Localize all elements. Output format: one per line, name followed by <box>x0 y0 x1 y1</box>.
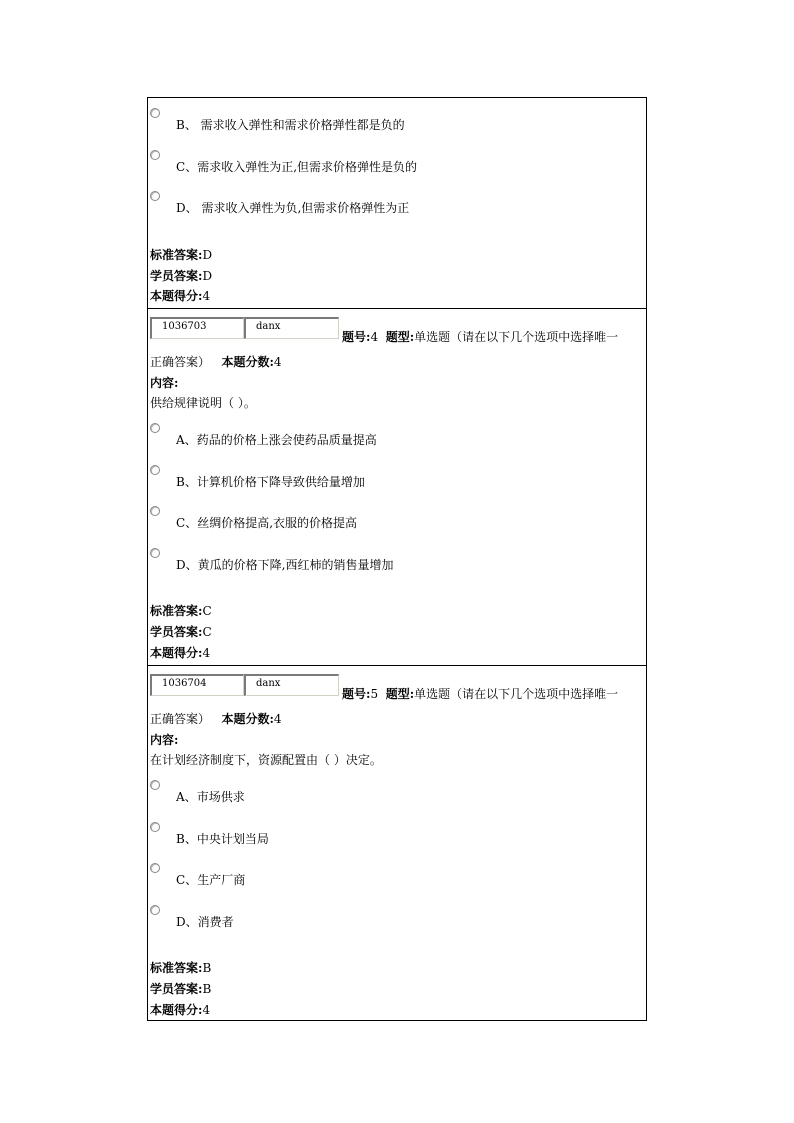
exam-answer-sheet <box>147 97 647 1021</box>
option-sep: 、 <box>185 558 198 572</box>
radio-button[interactable] <box>150 822 160 832</box>
score <box>150 1003 210 1017</box>
option-sep: 、 <box>184 118 197 132</box>
option-letter: C <box>176 873 186 887</box>
student-answer <box>150 269 212 283</box>
content-label: 内容: <box>150 376 179 390</box>
question-id-field[interactable]: 1036703 <box>150 317 244 339</box>
student-answer-value: B <box>202 982 212 996</box>
option-sep: 、 <box>184 433 197 447</box>
score <box>150 646 210 660</box>
option-sep: 、 <box>184 790 197 804</box>
question-header <box>342 685 618 702</box>
option-letter: B <box>176 832 185 846</box>
standard-answer <box>150 248 212 262</box>
question-number-label: 题号: <box>342 330 371 344</box>
question-type-continued <box>150 712 282 726</box>
radio-button[interactable] <box>150 780 160 790</box>
question-header <box>342 328 618 345</box>
question-id-field[interactable]: 1036704 <box>150 674 244 696</box>
option-sep: 、 <box>185 873 198 887</box>
score-value: 4 <box>202 289 211 303</box>
score-value: 4 <box>202 1003 211 1017</box>
student-answer-value: D <box>202 269 213 283</box>
points-label: 本题分数: <box>221 712 274 726</box>
option-sep: 、 <box>184 832 197 846</box>
option-text: 丝绸价格提高,衣服的价格提高 <box>197 516 358 530</box>
student-answer-label: 学员答案: <box>150 982 203 996</box>
points-value: 4 <box>273 355 282 369</box>
question-number-value: 5 <box>370 687 379 701</box>
points-value: 4 <box>273 712 282 726</box>
option-letter: B <box>176 475 185 489</box>
question-type-label: 题型: <box>385 687 415 701</box>
question-type-value: 单选题（请在以下几个选项中选择唯一 <box>414 330 619 344</box>
student-answer-label: 学员答案: <box>150 625 203 639</box>
radio-button[interactable] <box>150 191 160 201</box>
option-letter: A <box>176 433 185 447</box>
question-type-value-cont: 正确答案） <box>150 355 211 369</box>
student-answer-value: C <box>202 625 212 639</box>
option-sep: 、 <box>185 201 198 215</box>
option-text: 黄瓜的价格下降,西红柿的销售量增加 <box>197 558 394 572</box>
option-text: 需求收入弹性和需求价格弹性都是负的 <box>196 118 405 132</box>
standard-answer <box>150 604 212 618</box>
option-text: 市场供求 <box>196 790 245 804</box>
question-text: 供给规律说明（ ）。 <box>150 396 256 410</box>
content-label: 内容: <box>150 733 179 747</box>
score-value: 4 <box>202 646 211 660</box>
option-text: 生产厂商 <box>197 873 246 887</box>
question-type-continued <box>150 355 282 369</box>
radio-button[interactable] <box>150 423 160 433</box>
question-type-value: 单选题（请在以下几个选项中选择唯一 <box>414 687 619 701</box>
option-text: 需求收入弹性为负,但需求价格弹性为正 <box>197 201 410 215</box>
score <box>150 289 210 303</box>
question-type-code-field[interactable]: danx <box>244 674 339 696</box>
option-text: 需求收入弹性为正,但需求价格弹性是负的 <box>197 160 418 174</box>
radio-button[interactable] <box>150 905 160 915</box>
standard-answer-label: 标准答案: <box>150 604 203 618</box>
standard-answer-value: D <box>202 248 213 262</box>
student-answer <box>150 625 212 639</box>
radio-button[interactable] <box>150 548 160 558</box>
question-number-value: 4 <box>370 330 379 344</box>
radio-button[interactable] <box>150 108 160 118</box>
option-letter: D <box>176 201 186 215</box>
radio-button[interactable] <box>150 465 160 475</box>
points-label: 本题分数: <box>221 355 274 369</box>
question-type-code-field[interactable]: danx <box>244 317 339 339</box>
option-text: 计算机价格下降导致供给量增加 <box>196 475 365 489</box>
student-answer-label: 学员答案: <box>150 269 203 283</box>
standard-answer-label: 标准答案: <box>150 961 203 975</box>
question-number-label: 题号: <box>342 687 371 701</box>
standard-answer-value: B <box>202 961 212 975</box>
option-sep: 、 <box>185 516 198 530</box>
option-sep: 、 <box>184 475 197 489</box>
option-text: 消费者 <box>197 915 234 929</box>
divider <box>148 665 646 666</box>
option-letter: D <box>176 558 186 572</box>
option-sep: 、 <box>185 915 198 929</box>
radio-button[interactable] <box>150 506 160 516</box>
standard-answer-value: C <box>202 604 212 618</box>
standard-answer-label: 标准答案: <box>150 248 203 262</box>
question-text: 在计划经济制度下，资源配置由（ ）决定。 <box>150 753 382 767</box>
divider <box>148 308 646 309</box>
option-letter: A <box>176 790 185 804</box>
option-sep: 、 <box>185 160 198 174</box>
question-type-value-cont: 正确答案） <box>150 712 211 726</box>
score-label: 本题得分: <box>150 1003 203 1017</box>
standard-answer <box>150 961 211 975</box>
radio-button[interactable] <box>150 863 160 873</box>
option-letter: C <box>176 516 186 530</box>
student-answer <box>150 982 211 996</box>
radio-button[interactable] <box>150 150 160 160</box>
option-text: 药品的价格上涨会使药品质量提高 <box>196 433 377 447</box>
score-label: 本题得分: <box>150 646 203 660</box>
option-letter: C <box>176 160 186 174</box>
score-label: 本题得分: <box>150 289 203 303</box>
option-letter: D <box>176 915 186 929</box>
option-text: 中央计划当局 <box>196 832 269 846</box>
question-type-label: 题型: <box>385 330 415 344</box>
option-letter: B <box>176 118 185 132</box>
